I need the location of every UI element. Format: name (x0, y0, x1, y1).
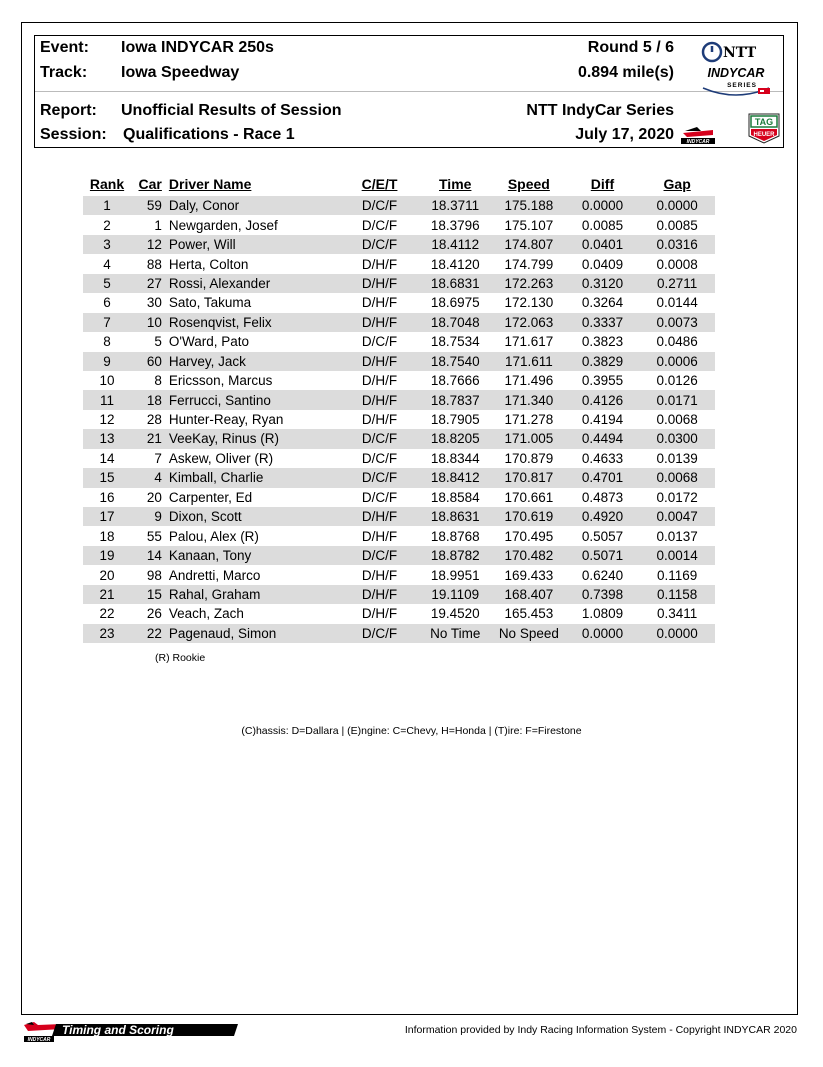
track-value: Iowa Speedway (121, 64, 240, 81)
cell-cet: D/C/F (361, 489, 398, 505)
cell-rank: 8 (103, 334, 111, 350)
cell-cet: D/C/F (361, 217, 398, 233)
cell-speed: 172.263 (492, 274, 566, 293)
cell-driver: Carpenter, Ed (168, 489, 253, 505)
cell-car: 7 (154, 450, 162, 466)
cell-driver: Rosenqvist, Felix (169, 313, 341, 332)
series-logo-text: SERIES (727, 82, 757, 89)
report-value: Unofficial Results of Session (121, 102, 342, 119)
table-row (83, 332, 715, 351)
cell-gap: 0.0144 (656, 295, 698, 311)
table-row (83, 215, 715, 234)
cell-time: 18.7534 (430, 334, 480, 350)
cell-time: 18.7048 (418, 313, 492, 332)
series-name: NTT IndyCar Series (526, 102, 674, 119)
cell-car: 20 (146, 489, 162, 505)
indycar-small-text: INDYCAR (686, 139, 710, 145)
cell-cet: D/C/F (341, 235, 419, 254)
cell-driver: Askew, Oliver (R) (168, 450, 274, 466)
cell-diff: 0.4126 (566, 390, 640, 409)
cell-cet: D/C/F (341, 196, 419, 215)
table-row (83, 410, 715, 429)
cell-rank: 23 (83, 624, 131, 643)
cell-cet: D/H/F (341, 390, 419, 409)
cell-rank: 22 (99, 606, 115, 622)
cell-speed: 175.188 (492, 196, 566, 215)
cell-speed: 168.407 (492, 585, 566, 604)
cell-diff: 0.3264 (581, 295, 624, 311)
cell-rank: 18 (99, 528, 115, 544)
cell-diff: 0.5057 (581, 528, 624, 544)
cell-driver: Sato, Takuma (168, 295, 252, 311)
cell-car: 26 (146, 606, 162, 622)
cell-gap: 0.1158 (639, 585, 715, 604)
cell-rank: 13 (83, 429, 131, 448)
table-row (83, 293, 715, 312)
col-driver: Driver Name (168, 175, 252, 192)
session-date: July 17, 2020 (575, 126, 674, 143)
cell-gap: 0.0486 (656, 334, 698, 350)
cell-cet: D/H/F (361, 295, 398, 311)
cell-time: 18.8584 (430, 489, 480, 505)
cell-diff: 0.5071 (566, 546, 640, 565)
tag-heuer-logo (747, 110, 781, 144)
cell-cet: D/H/F (341, 507, 419, 526)
cell-speed: 172.130 (504, 295, 554, 311)
cell-time: 18.8205 (418, 429, 492, 448)
cell-car: 88 (146, 256, 162, 272)
cell-speed: 169.433 (504, 567, 554, 583)
cell-rank: 9 (83, 352, 131, 371)
cell-rank: 17 (83, 507, 131, 526)
col-car: Car (138, 175, 162, 192)
cell-cet: D/H/F (341, 274, 419, 293)
cell-diff: 0.0401 (566, 235, 640, 254)
cell-time: 19.4520 (430, 606, 480, 622)
cell-gap: 0.0137 (656, 528, 698, 544)
cell-rank: 5 (83, 274, 131, 293)
col-diff: Diff (590, 175, 615, 192)
cell-gap: 0.2711 (639, 274, 715, 293)
cell-car: 30 (146, 295, 162, 311)
cell-driver: Palou, Alex (R) (168, 528, 259, 544)
table-row (83, 468, 715, 487)
cell-driver: Andretti, Marco (168, 567, 261, 583)
cell-rank: 21 (83, 585, 131, 604)
cell-gap: 0.0008 (656, 256, 698, 272)
cell-gap: 0.1169 (656, 567, 698, 583)
event-label: Event: (40, 39, 89, 56)
table-row (83, 429, 715, 448)
cell-rank: 7 (83, 313, 131, 332)
cell-car: 1 (154, 217, 162, 233)
cell-diff: 0.3829 (566, 352, 640, 371)
cell-car: 59 (131, 196, 169, 215)
cell-car: 55 (146, 528, 162, 544)
table-row (83, 526, 715, 545)
cell-car: 15 (131, 585, 169, 604)
cell-time: 18.4120 (430, 256, 480, 272)
cell-car: 60 (131, 352, 169, 371)
track-length: 0.894 mile(s) (577, 64, 674, 81)
cell-speed: 170.661 (504, 489, 554, 505)
cell-time: 18.7540 (418, 352, 492, 371)
ntt-indycar-series-logo (695, 38, 777, 102)
footer-indycar-text: INDYCAR (27, 1037, 51, 1043)
col-rank: Rank (89, 175, 125, 192)
rookie-note: (R) Rookie (155, 652, 206, 664)
cell-speed: 171.005 (492, 429, 566, 448)
cell-driver: Newgarden, Josef (168, 217, 278, 233)
cell-diff: 0.3120 (566, 274, 640, 293)
table-row (83, 565, 715, 584)
heuer-text: HEUER (753, 132, 775, 138)
cell-speed: 170.482 (492, 546, 566, 565)
col-gap: Gap (663, 175, 691, 192)
cell-diff: 0.3823 (581, 334, 624, 350)
cell-speed: 174.799 (504, 256, 554, 272)
table-row (83, 546, 715, 565)
cell-driver: Hunter-Reay, Ryan (168, 412, 284, 428)
cell-car: 5 (154, 334, 162, 350)
event-value: Iowa INDYCAR 250s (121, 39, 274, 56)
table-row (83, 624, 715, 643)
cell-driver: Kanaan, Tony (169, 546, 341, 565)
cell-diff: 0.0409 (581, 256, 624, 272)
cell-speed: 172.063 (492, 313, 566, 332)
cell-rank: 12 (99, 412, 115, 428)
cell-diff: 0.0000 (566, 196, 640, 215)
cell-rank: 4 (103, 256, 111, 272)
cell-time: 18.8631 (418, 507, 492, 526)
cell-speed: No Speed (492, 624, 566, 643)
cell-car: 21 (131, 429, 169, 448)
cell-diff: 0.4194 (581, 412, 624, 428)
table-row (83, 274, 715, 293)
col-speed: Speed (507, 175, 550, 192)
cell-driver: Ferrucci, Santino (169, 390, 341, 409)
cell-speed: 171.617 (504, 334, 554, 350)
cell-driver: Dixon, Scott (169, 507, 341, 526)
cell-diff: 0.4873 (581, 489, 624, 505)
cell-time: 18.7666 (430, 373, 480, 389)
cell-gap: 0.0316 (639, 235, 715, 254)
table-row (83, 196, 715, 215)
table-row (83, 604, 715, 623)
cell-time: 18.4112 (418, 235, 492, 254)
col-time: Time (439, 175, 472, 192)
cell-cet: D/C/F (341, 429, 419, 448)
cell-gap: 0.0073 (639, 313, 715, 332)
cell-diff: 1.0809 (581, 606, 624, 622)
table-row (83, 235, 715, 254)
cell-diff: 0.6240 (581, 567, 624, 583)
table-row (83, 449, 715, 468)
round-value: Round 5 / 6 (587, 39, 674, 56)
cell-speed: 170.619 (492, 507, 566, 526)
cell-cet: D/C/F (341, 624, 419, 643)
cell-time: 18.6831 (418, 274, 492, 293)
cell-diff: 0.7398 (566, 585, 640, 604)
cell-cet: D/H/F (361, 256, 398, 272)
cell-cet: D/C/F (361, 450, 398, 466)
cell-driver: Veach, Zach (168, 606, 244, 622)
cell-car: 27 (131, 274, 169, 293)
cell-speed: 165.453 (504, 606, 554, 622)
tag-text: TAG (754, 117, 774, 127)
cell-speed: 171.496 (504, 373, 554, 389)
cell-car: 22 (131, 624, 169, 643)
indycar-logo-text: INDYCAR (707, 66, 765, 80)
cell-cet: D/H/F (341, 585, 419, 604)
indycar-small-logo (679, 121, 717, 145)
cell-time: 18.6975 (430, 295, 480, 311)
cell-time: No Time (418, 624, 492, 643)
cell-driver: Daly, Conor (169, 196, 341, 215)
cell-time: 18.8768 (430, 528, 480, 544)
cell-rank: 6 (103, 295, 111, 311)
cell-rank: 3 (83, 235, 131, 254)
cell-gap: 0.0047 (639, 507, 715, 526)
cell-speed: 170.495 (504, 528, 554, 544)
cell-time: 18.9951 (430, 567, 480, 583)
cell-gap: 0.0085 (656, 217, 698, 233)
cell-diff: 0.4701 (566, 468, 640, 487)
cell-cet: D/H/F (341, 313, 419, 332)
timing-scoring-logo (22, 1021, 240, 1043)
footer-info: Information provided by Indy Racing Information System - Copyright INDYCAR 2020 (404, 1024, 797, 1036)
table-header-row (83, 171, 715, 196)
cet-legend: (C)hassis: D=Dallara | (E)ngine: C=Chevy, H=Honda | (T)ire: F=Firestone (241, 725, 582, 737)
cell-driver: Harvey, Jack (169, 352, 341, 371)
cell-rank: 19 (83, 546, 131, 565)
track-label: Track: (40, 64, 88, 81)
ntt-logo-text: NTT (723, 45, 757, 61)
cell-time: 18.8344 (430, 450, 480, 466)
cell-gap: 0.0126 (656, 373, 698, 389)
cell-speed: 170.817 (492, 468, 566, 487)
cell-speed: 171.611 (492, 352, 566, 371)
cell-driver: Kimball, Charlie (169, 468, 341, 487)
cell-gap: 0.0171 (639, 390, 715, 409)
cell-speed: 175.107 (504, 217, 554, 233)
cell-car: 98 (146, 567, 162, 583)
cell-cet: D/H/F (341, 352, 419, 371)
cell-rank: 16 (99, 489, 115, 505)
cell-gap: 0.0068 (639, 468, 715, 487)
cell-time: 18.3711 (418, 196, 492, 215)
cell-cet: D/C/F (341, 468, 419, 487)
cell-speed: 171.278 (504, 412, 554, 428)
col-cet: C/E/T (361, 175, 398, 192)
cell-gap: 0.0172 (656, 489, 698, 505)
cell-gap: 0.3411 (656, 606, 698, 622)
cell-time: 18.7837 (418, 390, 492, 409)
cell-rank: 11 (83, 390, 131, 409)
cell-driver: Herta, Colton (168, 256, 249, 272)
cell-driver: Power, Will (169, 235, 341, 254)
table-row (83, 585, 715, 604)
cell-gap: 0.0000 (639, 196, 715, 215)
cell-gap: 0.0068 (656, 412, 698, 428)
cell-gap: 0.0006 (639, 352, 715, 371)
report-header (34, 35, 784, 148)
table-row (83, 371, 715, 390)
cell-gap: 0.0000 (639, 624, 715, 643)
cell-rank: 20 (99, 567, 115, 583)
session-value: Qualifications - Race 1 (123, 126, 295, 143)
cell-diff: 0.3955 (581, 373, 624, 389)
table-row (83, 390, 715, 409)
cell-driver: Rahal, Graham (169, 585, 341, 604)
cell-rank: 1 (83, 196, 131, 215)
cell-rank: 14 (99, 450, 115, 466)
cell-speed: 170.879 (504, 450, 554, 466)
cell-cet: D/H/F (361, 567, 398, 583)
cell-car: 10 (131, 313, 169, 332)
cell-car: 9 (131, 507, 169, 526)
cell-driver: VeeKay, Rinus (R) (169, 429, 341, 448)
cell-driver: O'Ward, Pato (168, 334, 249, 350)
cell-time: 18.7905 (430, 412, 480, 428)
cell-cet: D/H/F (361, 373, 398, 389)
cell-car: 14 (131, 546, 169, 565)
table-row (83, 254, 715, 273)
cell-cet: D/H/F (361, 528, 398, 544)
cell-time: 19.1109 (418, 585, 492, 604)
cell-cet: D/H/F (361, 412, 398, 428)
cell-diff: 0.4494 (566, 429, 640, 448)
cell-car: 18 (131, 390, 169, 409)
cell-speed: 171.340 (492, 390, 566, 409)
cell-cet: D/H/F (361, 606, 398, 622)
cell-time: 18.3796 (430, 217, 480, 233)
results-body (83, 196, 715, 643)
cell-car: 12 (131, 235, 169, 254)
cell-driver: Pagenaud, Simon (169, 624, 341, 643)
cell-cet: D/C/F (341, 546, 419, 565)
table-row (83, 488, 715, 507)
cell-car: 8 (154, 373, 162, 389)
cell-driver: Rossi, Alexander (169, 274, 341, 293)
cell-time: 18.8412 (418, 468, 492, 487)
cell-speed: 174.807 (492, 235, 566, 254)
cell-car: 4 (131, 468, 169, 487)
session-label: Session: (40, 126, 107, 143)
table-row (83, 352, 715, 371)
cell-car: 28 (146, 412, 162, 428)
cell-rank: 2 (103, 217, 111, 233)
cell-diff: 0.3337 (566, 313, 640, 332)
header-divider (35, 91, 783, 92)
cell-gap: 0.0014 (639, 546, 715, 565)
results-table (83, 171, 715, 643)
cell-diff: 0.4633 (581, 450, 624, 466)
table-row (83, 313, 715, 332)
footer-logo-text: Timing and Scoring (62, 1023, 174, 1037)
cell-gap: 0.0139 (656, 450, 698, 466)
cell-diff: 0.0000 (566, 624, 640, 643)
cell-rank: 10 (99, 373, 115, 389)
cell-rank: 15 (83, 468, 131, 487)
cell-diff: 0.0085 (581, 217, 624, 233)
cell-gap: 0.0300 (639, 429, 715, 448)
cell-driver: Ericsson, Marcus (168, 373, 273, 389)
cell-time: 18.8782 (418, 546, 492, 565)
cell-diff: 0.4920 (566, 507, 640, 526)
report-label: Report: (40, 102, 97, 119)
table-row (83, 507, 715, 526)
cell-cet: D/C/F (361, 334, 398, 350)
